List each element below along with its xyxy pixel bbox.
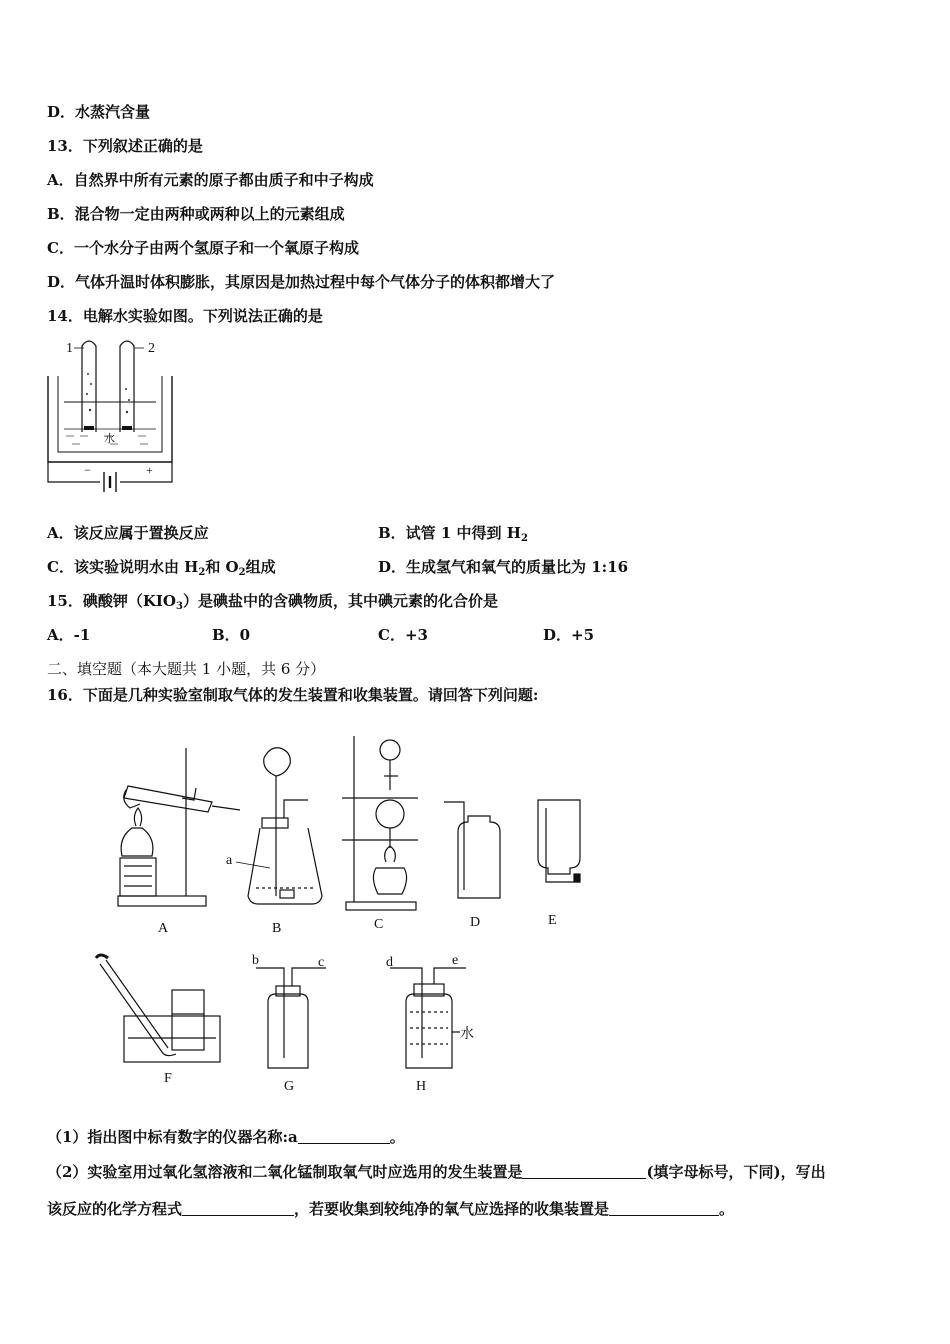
apparatus-e	[538, 800, 580, 882]
q14-stem: 14．电解水实验如图。下列说法正确的是	[47, 307, 323, 325]
apparatus-h	[390, 968, 466, 1068]
q13-option-d: D．气体升温时体积膨胀，其原因是加热过程中每个气体分子的体积都增大了	[47, 273, 556, 291]
label-b-port: b	[252, 953, 259, 968]
blank-equation[interactable]	[182, 1201, 294, 1216]
q15-option-a: A．-1	[47, 626, 91, 644]
section-2-title: 二、填空题（本大题共 1 小题，共 6 分）	[47, 660, 326, 678]
label-e-port: e	[452, 953, 459, 968]
q15-option-c: C．+3	[378, 626, 428, 644]
apparatus-c	[342, 736, 418, 910]
label-c-port: c	[318, 955, 325, 970]
q13-stem: 13．下列叙述正确的是	[47, 137, 203, 155]
q13-option-c: C．一个水分子由两个氢原子和一个氧原子构成	[47, 239, 359, 257]
q16-part-2-line-1: （2）实验室用过氧化氢溶液和二氧化锰制取氧气时应选用的发生装置是 (填字母标号，下同)，写出	[47, 1163, 826, 1181]
q13-option-a: A．自然界中所有元素的原子都由质子和中子构成	[47, 171, 374, 189]
q14-option-c: C．该实验说明水由 $H_2$和 $O_2$组成	[47, 558, 276, 578]
label-e: E	[548, 913, 557, 928]
label-a: A	[158, 921, 169, 936]
label-d-port: d	[386, 955, 393, 970]
blank-a[interactable]	[298, 1129, 390, 1144]
apparatus-g	[256, 968, 326, 1068]
label-water: 水	[460, 1027, 474, 1042]
tube-2-label: 2	[148, 341, 155, 356]
q12-option-d: D．水蒸汽含量	[47, 103, 151, 121]
q16-part-1: （1）指出图中标有数字的仪器名称:a 。	[47, 1128, 405, 1146]
q15-option-b: B．0	[212, 626, 251, 644]
blank-collector[interactable]	[609, 1201, 719, 1216]
electrolysis-apparatus-figure	[44, 334, 184, 496]
q14-option-a: A．该反应属于置换反应	[47, 524, 209, 542]
q13-option-b: B．混合物一定由两种或两种以上的元素组成	[47, 205, 345, 223]
apparatus-a	[118, 748, 240, 906]
water-label: 水	[104, 433, 115, 445]
gas-apparatus-figure	[80, 728, 600, 1098]
negative-label: −	[84, 463, 91, 477]
q14-option-d: D．生成氢气和氧气的质量比为 1:16	[378, 558, 629, 576]
blank-generator[interactable]	[522, 1164, 646, 1179]
label-a-instrument: a	[226, 853, 233, 868]
apparatus-b	[248, 748, 322, 904]
label-d: D	[470, 915, 481, 930]
positive-label: +	[146, 463, 153, 477]
q15-stem: 15．碘酸钾$(KIO_3)$是碘盐中的含碘物质，其中碘元素的化合价是	[47, 592, 498, 612]
label-f: F	[164, 1071, 172, 1086]
label-h: H	[416, 1079, 427, 1094]
q16-part-2-line-2: 该反应的化学方程式 ，若要收集到较纯净的氧气应选择的收集装置是 。	[47, 1200, 735, 1218]
q15-option-d: D．+5	[543, 626, 595, 644]
apparatus-f	[96, 955, 220, 1062]
apparatus-d	[444, 802, 500, 898]
label-g: G	[284, 1079, 295, 1094]
q14-option-b: B．试管 1 中得到 $H_2$	[378, 524, 528, 544]
label-c: C	[374, 917, 384, 932]
label-b: B	[272, 921, 282, 936]
q16-stem: 16．下面是几种实验室制取气体的发生装置和收集装置。请回答下列问题:	[47, 686, 539, 704]
tube-1-label: 1	[66, 341, 73, 356]
